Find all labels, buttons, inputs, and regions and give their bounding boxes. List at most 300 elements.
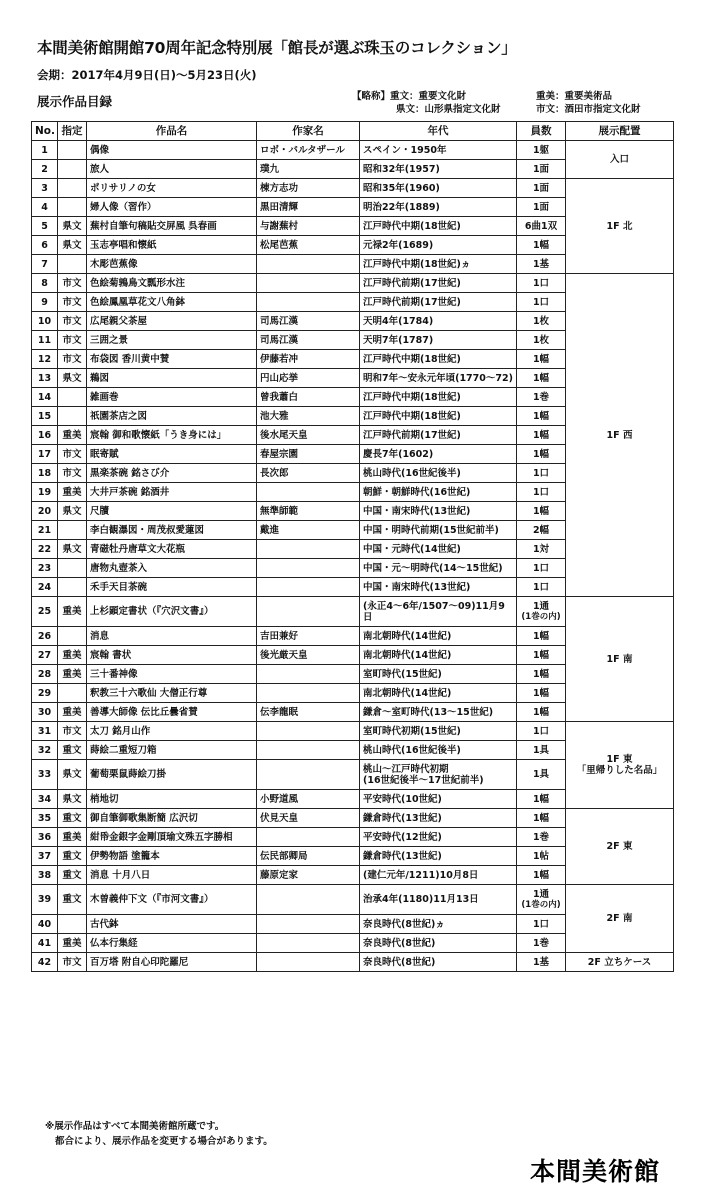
period-cell: 江戸時代中期(18世紀) <box>360 388 517 407</box>
artist-cell: 藤原定家 <box>257 866 360 885</box>
location-cell <box>566 953 674 972</box>
artist-cell <box>257 953 360 972</box>
artist-cell: 伊藤若冲 <box>257 350 360 369</box>
designation-cell: 市文 <box>58 445 87 464</box>
period-cell: 朝鮮・朝鮮時代(16世紀) <box>360 483 517 502</box>
title-cell: 鵜図 <box>87 369 257 388</box>
period-cell: 奈良時代(8世紀) <box>360 953 517 972</box>
title-cell: 消息 十月八日 <box>87 866 257 885</box>
row-number: 7 <box>32 255 58 274</box>
artist-cell: 戴進 <box>257 521 360 540</box>
quantity-cell: 2幅 <box>517 521 566 540</box>
designation-cell: 重文 <box>58 885 87 915</box>
row-number: 6 <box>32 236 58 255</box>
period-cell: 江戸時代中期(18世紀) <box>360 217 517 236</box>
title-cell: 眠寄賦 <box>87 445 257 464</box>
designation-cell: 重文 <box>58 809 87 828</box>
artist-cell: 司馬江漢 <box>257 331 360 350</box>
row-number: 20 <box>32 502 58 521</box>
row-number: 24 <box>32 578 58 597</box>
row-number: 25 <box>32 597 58 627</box>
period-cell: 室町時代初期(15世紀) <box>360 722 517 741</box>
table-row <box>32 953 674 972</box>
title-cell: 百万塔 附自心印陀羅尼 <box>87 953 257 972</box>
quantity-cell: 1口 <box>517 722 566 741</box>
row-number: 30 <box>32 703 58 722</box>
location-cell <box>566 809 674 885</box>
title-cell: 青磁牡丹唐草文大花瓶 <box>87 540 257 559</box>
designation-cell <box>58 407 87 426</box>
row-number: 33 <box>32 760 58 790</box>
title-cell: 玉志亭唱和懐紙 <box>87 236 257 255</box>
artist-cell: 棟方志功 <box>257 179 360 198</box>
row-number: 28 <box>32 665 58 684</box>
period-text: 桃山～江戸時代初期 <box>363 763 449 775</box>
period-cell: 明治22年(1889) <box>360 198 517 217</box>
row-number: 12 <box>32 350 58 369</box>
quantity-cell: 1幅 <box>517 866 566 885</box>
quantity-cell: 1幅 <box>517 236 566 255</box>
row-number: 3 <box>32 179 58 198</box>
quantity-cell: 1幅 <box>517 350 566 369</box>
period-cell: 治承4年(1180)11月13日 <box>360 885 517 915</box>
row-number: 15 <box>32 407 58 426</box>
footnote <box>45 1119 273 1149</box>
table-header-row <box>32 122 674 141</box>
row-number: 9 <box>32 293 58 312</box>
period-cell: 南北朝時代(14世紀) <box>360 627 517 646</box>
location-label: 1F 東 <box>606 754 633 765</box>
row-number: 26 <box>32 627 58 646</box>
title-cell: 御自筆御歌集断簡 広沢切 <box>87 809 257 828</box>
title-cell: 消息 <box>87 627 257 646</box>
quantity-cell: 1幅 <box>517 369 566 388</box>
row-number: 39 <box>32 885 58 915</box>
artist-cell: 曾我蕭白 <box>257 388 360 407</box>
title-cell: 色絵鳳凰草花文八角鉢 <box>87 293 257 312</box>
quantity-cell: 1巻 <box>517 828 566 847</box>
row-number: 37 <box>32 847 58 866</box>
quantity-cell <box>517 597 566 627</box>
designation-cell: 重美 <box>58 828 87 847</box>
artist-cell: 松尾芭蕉 <box>257 236 360 255</box>
period-cell: 平安時代(10世紀) <box>360 790 517 809</box>
location-label: 入口 <box>609 154 629 165</box>
quantity-cell: 1面 <box>517 179 566 198</box>
abbreviation-item: 重美：重要美術品 <box>536 91 613 102</box>
title-cell: 大井戸茶碗 銘酒井 <box>87 483 257 502</box>
artist-cell: 吉田兼好 <box>257 627 360 646</box>
designation-cell: 市文 <box>58 722 87 741</box>
artist-cell <box>257 828 360 847</box>
title-cell: 伊勢物語 塗籠本 <box>87 847 257 866</box>
quantity-cell: 1基 <box>517 255 566 274</box>
artist-cell: 後水尾天皇 <box>257 426 360 445</box>
quantity-cell <box>517 885 566 915</box>
row-number: 8 <box>32 274 58 293</box>
abbreviation-item: 県文：山形県指定文化財 <box>396 104 501 115</box>
period-cell: 江戸時代前期(17世紀) <box>360 274 517 293</box>
period-cell: (建仁元年/1211)10月8日 <box>360 866 517 885</box>
artist-cell <box>257 885 360 915</box>
artist-cell <box>257 741 360 760</box>
period-cell: 江戸時代中期(18世紀) <box>360 407 517 426</box>
quantity-cell: 1幅 <box>517 627 566 646</box>
exhibition-period: 会期：2017年4月9日(日)～5月23日(火) <box>37 68 257 82</box>
quantity-cell: 1口 <box>517 293 566 312</box>
location-label: 2F 立ちケース <box>587 956 652 968</box>
quantity-cell: 1口 <box>517 274 566 293</box>
quantity-text: 1通 <box>532 600 550 612</box>
location-cell <box>566 179 674 274</box>
table-row <box>32 722 674 741</box>
title-cell: 仏本行集経 <box>87 934 257 953</box>
location-label: 1F 西 <box>606 429 633 441</box>
artist-cell <box>257 915 360 934</box>
artist-cell: 後光厳天皇 <box>257 646 360 665</box>
title-cell: 雑画巻 <box>87 388 257 407</box>
artist-cell: 璞九 <box>257 160 360 179</box>
quantity-cell: 1対 <box>517 540 566 559</box>
quantity-cell: 1幅 <box>517 684 566 703</box>
designation-cell: 県文 <box>58 790 87 809</box>
title-cell: 唐物丸壺茶入 <box>87 559 257 578</box>
footnote-line: ※展示作品はすべて本間美術館所蔵です。 <box>45 1121 225 1132</box>
title-cell: 蒔絵二重短刀箱 <box>87 741 257 760</box>
quantity-cell: 1幅 <box>517 646 566 665</box>
row-number: 5 <box>32 217 58 236</box>
column-header-artist: 作家名 <box>257 122 360 141</box>
location-cell <box>566 597 674 722</box>
period-note: (16世紀後半～17世紀前半) <box>363 774 484 786</box>
period-cell: 天明7年(1787) <box>360 331 517 350</box>
period-cell: 鎌倉時代(13世紀) <box>360 847 517 866</box>
row-number: 29 <box>32 684 58 703</box>
artist-cell: 伝民部卿局 <box>257 847 360 866</box>
row-number: 1 <box>32 141 58 160</box>
designation-cell <box>58 578 87 597</box>
designation-cell <box>58 684 87 703</box>
quantity-cell: 1口 <box>517 578 566 597</box>
artist-cell: 池大雅 <box>257 407 360 426</box>
quantity-cell: 1帖 <box>517 847 566 866</box>
title-cell: 婦人像（習作） <box>87 198 257 217</box>
artist-cell: 無準師範 <box>257 502 360 521</box>
designation-cell <box>58 255 87 274</box>
designation-cell: 重美 <box>58 703 87 722</box>
designation-cell <box>58 559 87 578</box>
artist-cell: 黒田清輝 <box>257 198 360 217</box>
quantity-cell: 1口 <box>517 559 566 578</box>
period-cell: 桃山時代(16世紀後半) <box>360 741 517 760</box>
designation-cell: 重文 <box>58 866 87 885</box>
row-number: 35 <box>32 809 58 828</box>
title-cell: 李白観瀑図・周茂叔愛蓮図 <box>87 521 257 540</box>
exhibit-table <box>31 121 674 972</box>
title-cell: 尺牘 <box>87 502 257 521</box>
designation-cell: 市文 <box>58 331 87 350</box>
row-number: 10 <box>32 312 58 331</box>
period-cell: 平安時代(12世紀) <box>360 828 517 847</box>
period-cell: 鎌倉～室町時代(13～15世紀) <box>360 703 517 722</box>
period-cell: 昭和35年(1960) <box>360 179 517 198</box>
title-cell: 太刀 銘月山作 <box>87 722 257 741</box>
list-subtitle: 展示作品目録 <box>37 94 113 109</box>
period-cell: 南北朝時代(14世紀) <box>360 684 517 703</box>
location-label: 2F 南 <box>606 913 633 924</box>
designation-cell <box>58 627 87 646</box>
designation-cell <box>58 521 87 540</box>
period-cell: 中国・元時代(14世紀) <box>360 540 517 559</box>
designation-cell: 重文 <box>58 741 87 760</box>
designation-cell: 市文 <box>58 274 87 293</box>
location-cell <box>566 885 674 953</box>
title-cell: 蕪村自筆句稿貼交屏風 呉春画 <box>87 217 257 236</box>
museum-logo: 本間美術館 <box>530 1157 661 1186</box>
row-number: 19 <box>32 483 58 502</box>
row-number: 14 <box>32 388 58 407</box>
quantity-cell: 1面 <box>517 160 566 179</box>
designation-cell <box>58 160 87 179</box>
period-cell: 慶長7年(1602) <box>360 445 517 464</box>
quantity-cell: 1口 <box>517 915 566 934</box>
table-row <box>32 809 674 828</box>
artist-cell <box>257 578 360 597</box>
quantity-cell: 1口 <box>517 483 566 502</box>
artist-cell: 長次郎 <box>257 464 360 483</box>
title-cell: 広尾親父茶屋 <box>87 312 257 331</box>
row-number: 36 <box>32 828 58 847</box>
quantity-cell: 1幅 <box>517 665 566 684</box>
period-cell: 中国・南宋時代(13世紀) <box>360 502 517 521</box>
period-cell: スペイン・1950年 <box>360 141 517 160</box>
location-label: 2F 東 <box>606 841 633 852</box>
designation-cell: 市文 <box>58 953 87 972</box>
period-cell: (永正4～6年/1507～09)11月9日 <box>360 597 517 627</box>
row-number: 11 <box>32 331 58 350</box>
title-cell: 上杉顕定書状（『穴沢文書』） <box>87 597 257 627</box>
row-number: 16 <box>32 426 58 445</box>
designation-cell <box>58 179 87 198</box>
abbreviation-legend-left <box>352 90 501 116</box>
period-cell: 南北朝時代(14世紀) <box>360 646 517 665</box>
quantity-cell: 1具 <box>517 741 566 760</box>
title-cell: 釈教三十六歌仙 大僧正行尊 <box>87 684 257 703</box>
period-cell: 天明4年(1784) <box>360 312 517 331</box>
quantity-text: 1通 <box>532 888 550 900</box>
period-cell: 中国・明時代前期(15世紀前半) <box>360 521 517 540</box>
artist-cell: 与謝蕪村 <box>257 217 360 236</box>
artist-cell: ロボ・バルタザール <box>257 141 360 160</box>
artist-cell <box>257 684 360 703</box>
title-cell: 木曽義仲下文（『市河文書』） <box>87 885 257 915</box>
artist-cell <box>257 934 360 953</box>
designation-cell: 重文 <box>58 847 87 866</box>
table-row <box>32 597 674 627</box>
designation-cell <box>58 141 87 160</box>
artist-cell <box>257 540 360 559</box>
quantity-cell: 1枚 <box>517 331 566 350</box>
designation-cell: 重美 <box>58 597 87 627</box>
title-cell: 葡萄栗鼠蒔絵刀掛 <box>87 760 257 790</box>
column-header-title: 作品名 <box>87 122 257 141</box>
quantity-cell: 1幅 <box>517 502 566 521</box>
table-row <box>32 885 674 915</box>
period-cell: 明和7年～安永元年頃(1770～72) <box>360 369 517 388</box>
artist-cell <box>257 665 360 684</box>
quantity-cell: 1巻 <box>517 934 566 953</box>
title-cell: 紺帋金銀字金剛頂瑜文殊五字勝相 <box>87 828 257 847</box>
quantity-note: (1巻の内) <box>521 899 561 910</box>
designation-cell: 県文 <box>58 540 87 559</box>
location-note: 「里帰りした名品」 <box>576 765 663 776</box>
title-cell: 宸翰 書状 <box>87 646 257 665</box>
designation-cell: 市文 <box>58 293 87 312</box>
title-cell: 古代鉢 <box>87 915 257 934</box>
column-header-no: No. <box>32 122 58 141</box>
designation-cell: 県文 <box>58 502 87 521</box>
period-cell: 元禄2年(1689) <box>360 236 517 255</box>
quantity-cell: 6曲1双 <box>517 217 566 236</box>
artist-cell: 伝李龍眠 <box>257 703 360 722</box>
footnote-line: 都合により、展示作品を変更する場合があります。 <box>55 1136 273 1147</box>
quantity-cell: 1幅 <box>517 790 566 809</box>
title-cell: 三十番神像 <box>87 665 257 684</box>
designation-cell: 県文 <box>58 760 87 790</box>
title-cell: 偶像 <box>87 141 257 160</box>
row-number: 23 <box>32 559 58 578</box>
quantity-cell: 1口 <box>517 464 566 483</box>
title-cell: 三囲之景 <box>87 331 257 350</box>
row-number: 32 <box>32 741 58 760</box>
designation-cell: 重美 <box>58 665 87 684</box>
title-cell: 木彫芭蕉像 <box>87 255 257 274</box>
row-number: 40 <box>32 915 58 934</box>
row-number: 2 <box>32 160 58 179</box>
row-number: 13 <box>32 369 58 388</box>
row-number: 27 <box>32 646 58 665</box>
designation-cell: 県文 <box>58 236 87 255</box>
artist-cell: 司馬江漢 <box>257 312 360 331</box>
title-cell: 黒楽茶碗 銘さび介 <box>87 464 257 483</box>
period-cell: 室町時代(15世紀) <box>360 665 517 684</box>
designation-cell <box>58 915 87 934</box>
column-header-period: 年代 <box>360 122 517 141</box>
title-cell: 宸翰 御和歌懐紙「うき身には」 <box>87 426 257 445</box>
quantity-cell: 1幅 <box>517 703 566 722</box>
location-cell <box>566 274 674 597</box>
column-header-quantity: 員数 <box>517 122 566 141</box>
quantity-cell: 1幅 <box>517 426 566 445</box>
quantity-cell: 1具 <box>517 760 566 790</box>
quantity-cell: 1躯 <box>517 141 566 160</box>
title-cell: 祇園茶店之図 <box>87 407 257 426</box>
period-cell: 江戸時代中期(18世紀)ヵ <box>360 255 517 274</box>
designation-cell <box>58 388 87 407</box>
quantity-note: (1巻の内) <box>521 611 561 622</box>
artist-cell <box>257 722 360 741</box>
page-title: 本間美術館開館70周年記念特別展「館長が選ぶ珠玉のコレクション」 <box>37 39 517 57</box>
artist-cell: 小野道風 <box>257 790 360 809</box>
period-cell: 奈良時代(8世紀) <box>360 934 517 953</box>
designation-cell: 重美 <box>58 483 87 502</box>
period-cell: 鎌倉時代(13世紀) <box>360 809 517 828</box>
row-number: 42 <box>32 953 58 972</box>
title-cell: 布袋図 香川黄中賛 <box>87 350 257 369</box>
column-header-designation: 指定 <box>58 122 87 141</box>
row-number: 38 <box>32 866 58 885</box>
location-label: 1F 南 <box>606 653 633 665</box>
designation-cell: 市文 <box>58 350 87 369</box>
artist-cell: 伏見天皇 <box>257 809 360 828</box>
period-cell: 中国・元～明時代(14～15世紀) <box>360 559 517 578</box>
designation-cell <box>58 198 87 217</box>
title-cell: 禾手天目茶碗 <box>87 578 257 597</box>
designation-cell: 重美 <box>58 426 87 445</box>
quantity-cell: 1幅 <box>517 407 566 426</box>
title-cell: 旅人 <box>87 160 257 179</box>
row-number: 31 <box>32 722 58 741</box>
title-cell: 梢地切 <box>87 790 257 809</box>
location-cell <box>566 141 674 179</box>
designation-cell: 市文 <box>58 312 87 331</box>
row-number: 21 <box>32 521 58 540</box>
period-cell: 昭和32年(1957) <box>360 160 517 179</box>
designation-cell: 市文 <box>58 464 87 483</box>
designation-cell: 重美 <box>58 934 87 953</box>
row-number: 17 <box>32 445 58 464</box>
period-cell: 中国・南宋時代(13世紀) <box>360 578 517 597</box>
artist-cell <box>257 293 360 312</box>
row-number: 34 <box>32 790 58 809</box>
period-cell <box>360 760 517 790</box>
period-cell: 江戸時代中期(18世紀) <box>360 350 517 369</box>
abbreviation-item: 市文：酒田市指定文化財 <box>536 104 641 115</box>
row-number: 22 <box>32 540 58 559</box>
quantity-cell: 1幅 <box>517 445 566 464</box>
table-body <box>32 141 674 972</box>
quantity-cell: 1幅 <box>517 809 566 828</box>
period-cell: 桃山時代(16世紀後半) <box>360 464 517 483</box>
quantity-cell: 1枚 <box>517 312 566 331</box>
table-row <box>32 141 674 160</box>
table-row <box>32 179 674 198</box>
title-cell: ポリサリノの女 <box>87 179 257 198</box>
artist-cell <box>257 274 360 293</box>
title-cell: 色絵菊鶉鳥文瓢形水注 <box>87 274 257 293</box>
artist-cell <box>257 597 360 627</box>
period-cell: 江戸時代前期(17世紀) <box>360 426 517 445</box>
period-cell: 江戸時代前期(17世紀) <box>360 293 517 312</box>
designation-cell: 県文 <box>58 369 87 388</box>
quantity-cell: 1巻 <box>517 388 566 407</box>
table-row <box>32 274 674 293</box>
artist-cell <box>257 483 360 502</box>
artist-cell <box>257 760 360 790</box>
quantity-cell: 1面 <box>517 198 566 217</box>
location-label: 1F 北 <box>606 220 633 232</box>
abbreviation-legend-right <box>536 90 641 116</box>
quantity-cell: 1基 <box>517 953 566 972</box>
row-number: 41 <box>32 934 58 953</box>
abbreviation-item: 【略称】重文：重要文化財 <box>352 91 467 102</box>
row-number: 18 <box>32 464 58 483</box>
artist-cell <box>257 559 360 578</box>
location-cell <box>566 722 674 809</box>
artist-cell: 春屋宗園 <box>257 445 360 464</box>
row-number: 4 <box>32 198 58 217</box>
artist-cell <box>257 255 360 274</box>
